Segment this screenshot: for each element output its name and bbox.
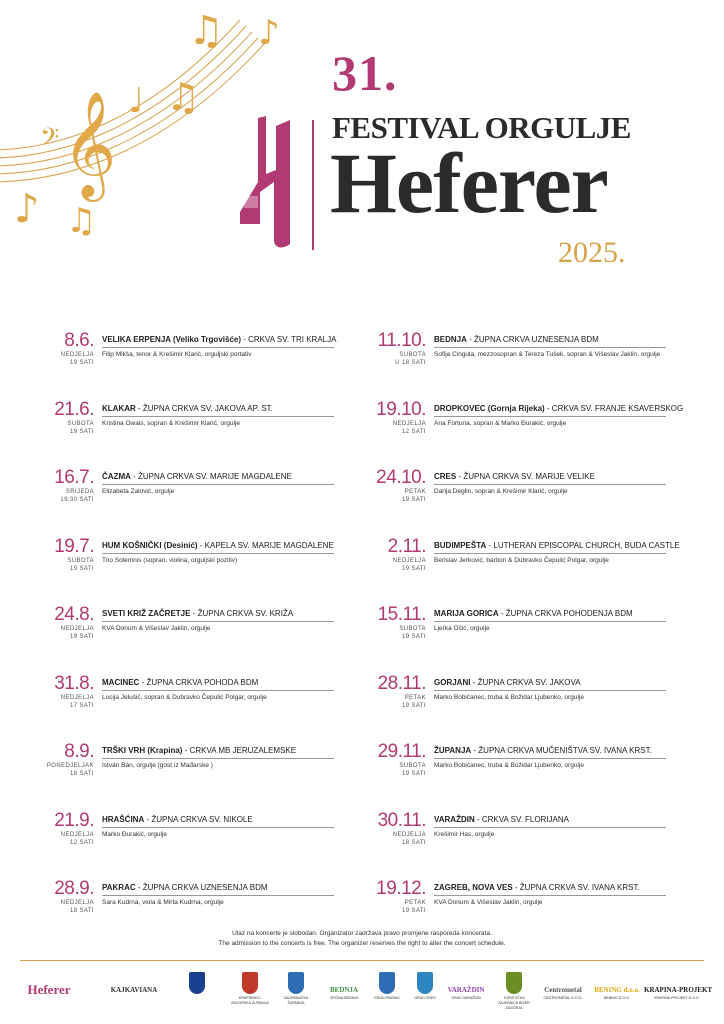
event-title [102,541,372,550]
event-day: SUBOTA [67,420,94,427]
sponsor-heferer [14,972,84,1000]
sponsor-bednja-logo: BEDNJA [329,986,358,994]
event-entry [362,604,692,673]
event-date: 19.12. [376,878,426,899]
event-title [434,335,704,344]
event-date: 31.8. [54,672,94,694]
event-date: 11.10. [377,330,426,351]
event-title [434,609,704,618]
event-entry [362,467,692,536]
event-date: 15.11. [377,604,426,625]
event-entry [30,810,360,879]
event-place: BUDIMPEŠTA [434,540,487,550]
event-rule [434,895,666,896]
event-time: 18 SATI [69,771,94,777]
event-title [434,541,704,550]
sponsor-krapina-logo: KRAPINA-PROJEKT [644,986,713,994]
event-performers: Elizabeta Zalović, orgulje [102,488,175,495]
event-title [434,883,704,892]
event-place: ZAGREB, NOVA VES [434,883,513,892]
event-date: 24.8. [54,604,94,625]
heferer-logo-icon [230,112,302,252]
event-day: SUBOTA [67,557,94,564]
event-date: 21.6. [54,398,94,420]
event-venue: - CRKVA SV. TRI KRALJA [241,335,337,344]
event-venue: - ŽUPNA CRKVA SV. MARIJE VELIKE [456,472,595,481]
events-column-right [362,330,692,947]
festival-name: Heferer [330,135,608,231]
sponsor-pakrac-crest-icon [379,972,395,994]
quarter-note-icon: ♩ [128,81,145,121]
event-time: 17 SATI [69,702,94,709]
event-venue: - ŽUPNA CRKVA UZNESENJA BDM [466,335,599,344]
beamed-notes-icon-3: ♫ [188,8,224,54]
event-venue: - LUTHERAN EPISCOPAL CHURCH, BUDA CASTLE [486,540,680,550]
event-rule [434,621,666,622]
event-title [102,815,372,824]
sponsor-zz-caption: ZAGREBAČKA ŽUPANIJA [283,996,309,1005]
event-performers: KVA Donum & Višeslav Jaklin, orgulje [434,899,543,906]
sponsor-cres-caption: GRAD CRES [414,996,436,1000]
event-venue: - ŽUPNA CRKVA SV. IVANA KRST. [512,883,640,892]
event-day: PETAK [404,694,426,701]
event-performers: Marko Đurakić, orgulje [102,830,168,838]
event-time: 19 SATI [401,497,426,503]
sponsor-krapina [644,972,713,1001]
event-venue: - CRKVA SV. FLORIJANA [474,814,569,824]
event-entry [362,399,692,468]
note-english: The admission to the concerts is free. The organizer reserves the right to alter the concert schedule. [218,940,506,947]
event-entry [30,467,360,536]
eighth-note-icon-2: ♪ [258,13,280,53]
event-title [102,335,372,344]
event-place: MACINEC [102,677,140,687]
event-date: 8.9. [64,741,94,762]
sponsor-bening-logo: BENING d.o.o. [594,986,640,994]
event-venue: - ŽUPNA CRKVA SV. JAKOVA AP. ST. [135,403,273,413]
event-entry [362,810,692,879]
event-entry [30,536,360,605]
festival-subtitle: FESTIVAL ORGULJE [332,110,631,145]
event-time: 12 SATI [69,839,94,846]
event-day: SUBOTA [399,763,426,769]
event-performers: Ljerka Očić, orgulje [434,625,490,632]
event-performers: Filip Mikša, tenor & Krešimir Klarić, orguljski portativ [102,351,252,358]
event-venue: - ŽUPNA CRKVA POHODA BDM [139,677,259,687]
event-rule [102,416,334,417]
event-time: 19 SATI [69,565,94,572]
event-day: SUBOTA [399,626,426,632]
event-time: 19 SATI [401,771,426,777]
event-title [102,609,372,618]
bass-clef-icon: 𝄢 [40,123,60,158]
event-time: 19 SATI [401,702,426,709]
event-time: 19 SATI [69,428,94,435]
beamed-notes-icon-2: ♫ [166,75,201,119]
event-title [434,404,704,413]
event-place: DROPKOVEC (Gornja Rijeka) [434,403,545,413]
sponsor-tz-crest-icon [506,972,522,994]
event-date: 8.6. [64,330,94,351]
event-rule [434,347,666,348]
sponsor-hr-flag-crest-icon [189,972,205,994]
event-time: 19 SATI [401,565,426,572]
event-time: 18 SATI [69,908,94,914]
sponsor-cres-crest-icon [417,972,433,994]
event-date: 21.9. [54,809,94,831]
event-place: HUM KOŠNIČKI (Desinić) [102,540,198,550]
event-time: 19 SATI [401,908,426,914]
event-title [102,404,372,413]
sponsor-pakrac-caption: GRAD PAKRAC [374,996,400,1000]
event-performers: Ana Fortuna, sopran & Marko Đurakić, orgulje [434,419,567,427]
event-rule [102,553,334,554]
event-date: 28.11. [377,672,426,694]
event-performers: Kristina Owais, sopran & Krešimir Klarić, orgulje [102,419,240,427]
event-venue: - ŽUPNA CRKVA SV. KRIŽA [190,609,294,618]
event-title [434,472,704,481]
event-place: PAKRAC [102,883,136,892]
sponsor-hr-flag [182,972,212,996]
sponsor-kzz-caption: KRAPINSKO-ZAGORSKA ŽUPANIJA [231,996,269,1005]
event-rule [102,758,334,759]
event-day: PETAK [404,900,426,906]
event-rule [434,690,666,691]
event-venue: - ŽUPNA CRKVA SV. JAKOVA [470,677,581,687]
event-rule [102,827,334,828]
event-place: BEDNJA [434,335,467,344]
event-place: VARAŽDIN [434,814,475,824]
event-entry [30,604,360,673]
event-place: ČAZMA [102,472,131,481]
event-day: NEDJELJA [392,831,426,838]
treble-clef-icon: 𝄞 [62,90,117,197]
event-day: SRIJEDA [65,489,94,495]
event-performers: Sara Kudrna, viola & Mirta Kudrna, orgulje [102,899,224,906]
event-performers: KVA Donum & Višeslav Jaklin, orgulje [102,625,211,632]
note-croatian: Ulaz na koncerte je slobodan. Organizator zadržava pravo promjene rasporeda koncerata. [232,930,492,937]
sponsor-zz-crest-icon [288,972,304,994]
event-day: NEDJELJA [60,900,94,906]
event-time: 19 SATI [69,634,94,640]
event-entry [362,536,692,605]
event-place: KLAKAR [102,403,136,413]
event-time: 19 SATI [401,634,426,640]
sponsor-zz [276,972,316,1006]
sponsor-krapina-caption: KRAPINA-PROJEKT D.O.O. [654,996,700,1000]
event-date: 28.9. [54,878,94,899]
sponsor-kajkaviana-logo: KAJKAVIANA [110,986,158,994]
sponsor-varazdin-caption: GRAD VARAŽDIN [451,996,481,1000]
sponsor-varazdin-logo: VARAŽDIN [447,986,485,994]
event-day: NEDJELJA [60,694,94,701]
event-venue: - ŽUPNA CRKVA UZNESENJA BDM [135,883,268,892]
event-rule [434,553,666,554]
sponsor-cres [410,972,440,1001]
footer-divider [20,960,704,961]
events-column-left [30,330,360,947]
event-performers: Darija Deglin, sopran & Krešimir Klarić, orgulje [434,488,568,495]
event-rule [102,621,334,622]
event-day: NEDJELJA [392,420,426,427]
eighth-note-icon: ♪ [14,186,40,232]
event-place: VELIKA ERPENJA (Veliko Trgovišće) [102,335,242,344]
sponsor-tz-caption: TURISTIČKA ZAJEDNICA BISER ZAGORJA [498,996,530,1010]
event-venue: - ŽUPNA CRKVA SV. MARIJE MAGDALENE [130,472,292,481]
sponsor-pakrac [370,972,404,1001]
event-performers: Trio Solemnis (sopran, violina, orguljski pozitiv) [102,556,238,564]
sponsor-kzz-crest-icon [242,972,258,994]
event-rule [102,690,334,691]
edition-number: 31. [332,45,398,101]
event-date: 19.10. [376,398,426,420]
event-day: PONEDJELJAK [46,763,94,769]
sponsor-centrometal-logo: Centrometal [544,986,582,994]
event-rule [102,895,334,896]
event-time: 18 SATI [401,839,426,846]
event-rule [434,416,666,417]
sponsor-bening-caption: BENING D.O.O. [604,996,630,1000]
event-day: SUBOTA [399,352,426,358]
event-day: PETAK [404,489,426,495]
event-title [434,815,704,824]
event-place: HRAŠĆINA [102,814,145,824]
event-title [102,883,372,892]
event-title [434,678,704,687]
sponsor-centrometal [538,972,588,1001]
admission-note [0,929,724,949]
sponsor-bening [592,972,642,1001]
event-title [434,746,704,755]
event-day: NEDJELJA [60,626,94,632]
event-entry [362,741,692,810]
event-place: TRŠKI VRH (Krapina) [102,746,183,755]
sponsor-heferer-logo: Heferer [27,982,71,997]
event-performers: Marko Bobičanec, truba & Božidar Ljubenko, orgulje [434,693,584,701]
event-venue: - CRKVA SV. FRANJE KSAVERSKOG [544,403,684,413]
event-entry [30,673,360,742]
event-rule [434,484,666,485]
event-day: NEDJELJA [60,352,94,358]
event-time: 12 SATI [401,428,426,435]
sponsor-tz [494,972,534,1011]
event-title [102,746,372,755]
event-date: 29.11. [377,741,426,762]
event-venue: - ŽUPNA CRKVA MUČENIŠTVA SV. IVANA KRST. [471,746,652,755]
event-time: 19 SATI [69,360,94,366]
event-venue: - ŽUPNA CRKVA POHODENJA BDM [498,609,633,618]
event-rule [434,758,666,759]
sponsor-centrometal-caption: CENTROMETAL D.O.O. [543,996,583,1000]
festival-year: 2025. [558,236,626,269]
event-venue: - ŽUPNA CRKVA SV. NIKOLE [144,814,253,824]
event-place: ŽUPANJA [434,746,472,755]
event-entry [30,399,360,468]
beamed-notes-icon: ♫ [66,201,97,241]
event-date: 30.11. [377,809,426,831]
event-entry [30,741,360,810]
event-time: U 18 SATI [395,360,426,366]
event-day: NEDJELJA [392,557,426,564]
sponsor-varazdin [446,972,486,1001]
event-entry [362,330,692,399]
event-title [102,678,372,687]
event-date: 16.7. [54,467,94,488]
sponsor-kajkaviana [94,972,174,996]
event-title [102,472,372,481]
event-place: SVETI KRIŽ ZAČRETJE [102,609,191,618]
event-performers: Marko Bobičanec, truba & Božidar Ljubenko, orgulje [434,762,584,769]
event-place: GORJANI [434,677,471,687]
sponsor-bednja [324,972,364,1001]
event-performers: Sofija Cingula, mezzosopran & Tereza Tušek, sopran & Višeslav Jaklin, orgulje [434,351,661,358]
event-date: 19.7. [54,535,94,557]
event-performers: István Bán, orgulje (gost iz Mađarske ) [102,762,213,769]
event-performers: Berislav Jerković, bariton & Dubravko Čepulić Polgar, orgulje [434,556,609,564]
event-performers: Lucija Jelušić, sopran & Dubravko Čepulić Polgar, orgulje [102,693,267,701]
sponsor-bednja-caption: OPĆINA BEDNJA [329,996,359,1000]
event-venue: - KAPELA SV. MARIJE MAGDALENE [197,540,334,550]
event-venue: - CRKVA MB JERUZALEMSKE [182,746,297,755]
header-divider [312,120,314,250]
event-rule [102,347,334,348]
event-performers: Krešimir Has, orgulje [434,830,495,838]
event-rule [102,484,334,485]
event-date: 2.11. [387,535,426,557]
event-place: CRES [434,472,457,481]
sponsor-strip [14,972,714,1018]
event-date: 24.10. [376,467,426,488]
event-place: MARIJA GORICA [434,609,499,618]
event-day: NEDJELJA [60,831,94,838]
event-entry [362,673,692,742]
event-time: 19:30 SATI [60,497,94,503]
sponsor-kzz [230,972,270,1006]
event-rule [434,827,666,828]
event-entry [30,330,360,399]
